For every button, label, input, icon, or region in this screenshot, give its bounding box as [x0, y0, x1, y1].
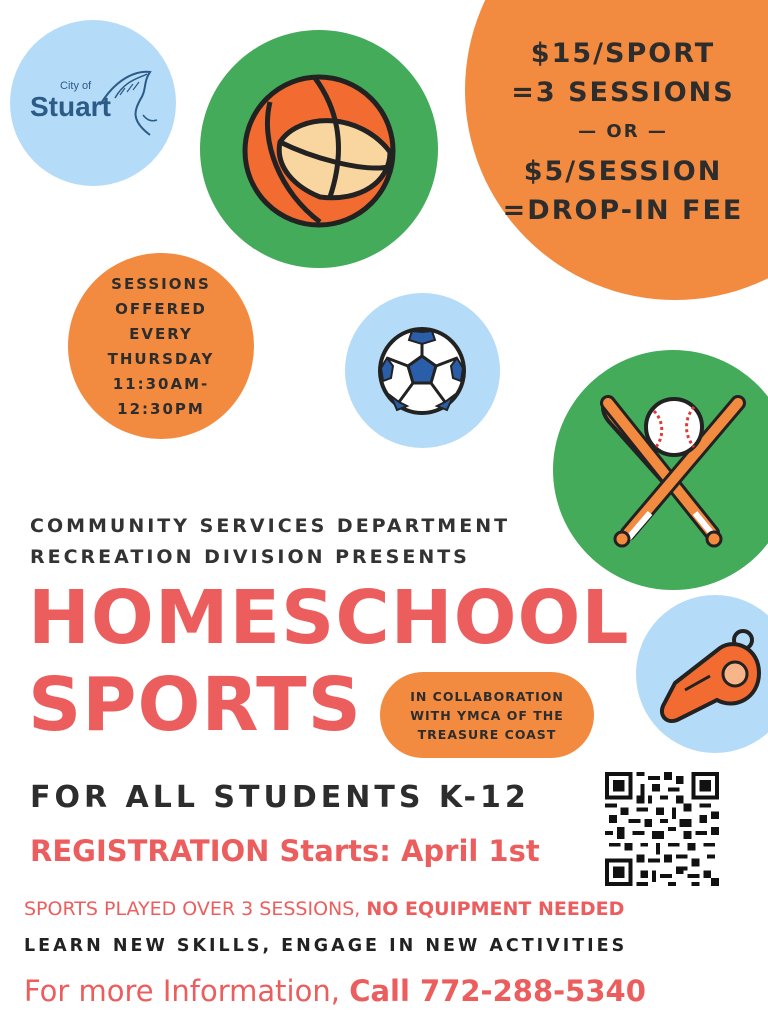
sessions-info [88, 272, 234, 422]
price-or: — OR — [578, 121, 668, 142]
logo-big-text: Stuart [30, 91, 111, 122]
logo-small-text: City of [60, 80, 92, 92]
played-bold: NO EQUIPMENT NEEDED [366, 898, 625, 920]
whistle-icon [655, 628, 767, 728]
registration-text: REGISTRATION Starts: April 1st [30, 834, 540, 868]
price-line-3: $5/SESSION [523, 156, 723, 187]
title-line-2: SPORTS [28, 662, 362, 748]
sailfish-icon [95, 60, 165, 140]
department-line-1: COMMUNITY SERVICES DEPARTMENT [30, 515, 511, 537]
price-line-4: =DROP-IN FEE [502, 195, 744, 226]
info-regular: For more Information, [24, 974, 350, 1008]
sessions-line-6: 12:30PM [117, 400, 205, 418]
soccer-ball-icon [377, 326, 467, 416]
baseball-bats-icon [590, 385, 755, 555]
basketball-icon [240, 72, 398, 230]
sessions-line-5: 11:30AM- [112, 375, 210, 393]
collaboration-badge [380, 672, 594, 758]
title-line-1: HOMESCHOOL [28, 575, 630, 661]
info-phone[interactable]: Call 772-288-5340 [349, 974, 646, 1008]
department-line-2: RECREATION DIVISION PRESENTS [30, 546, 470, 568]
collab-line-1: IN COLLABORATION [410, 688, 564, 704]
pricing-info [478, 34, 768, 230]
played-regular: SPORTS PLAYED OVER 3 SESSIONS, [24, 898, 367, 920]
sessions-line-4: THURSDAY [107, 350, 215, 368]
collab-line-3: TREASURE COAST [417, 726, 557, 742]
price-line-1: $15/SPORT [530, 38, 716, 69]
students-heading: FOR ALL STUDENTS K-12 [30, 780, 530, 815]
price-line-2: =3 SESSIONS [511, 77, 735, 108]
learn-text: LEARN NEW SKILLS, ENGAGE IN NEW ACTIVITIES [24, 936, 628, 956]
sessions-line-3: EVERY [129, 325, 193, 343]
sports-played-text [24, 898, 624, 920]
collab-line-2: WITH YMCA OF THE [410, 707, 564, 723]
qr-code-icon[interactable] [605, 772, 719, 886]
info-text [24, 974, 646, 1008]
sessions-line-2: OFFERED [115, 300, 207, 318]
sessions-line-1: SESSIONS [111, 275, 211, 293]
